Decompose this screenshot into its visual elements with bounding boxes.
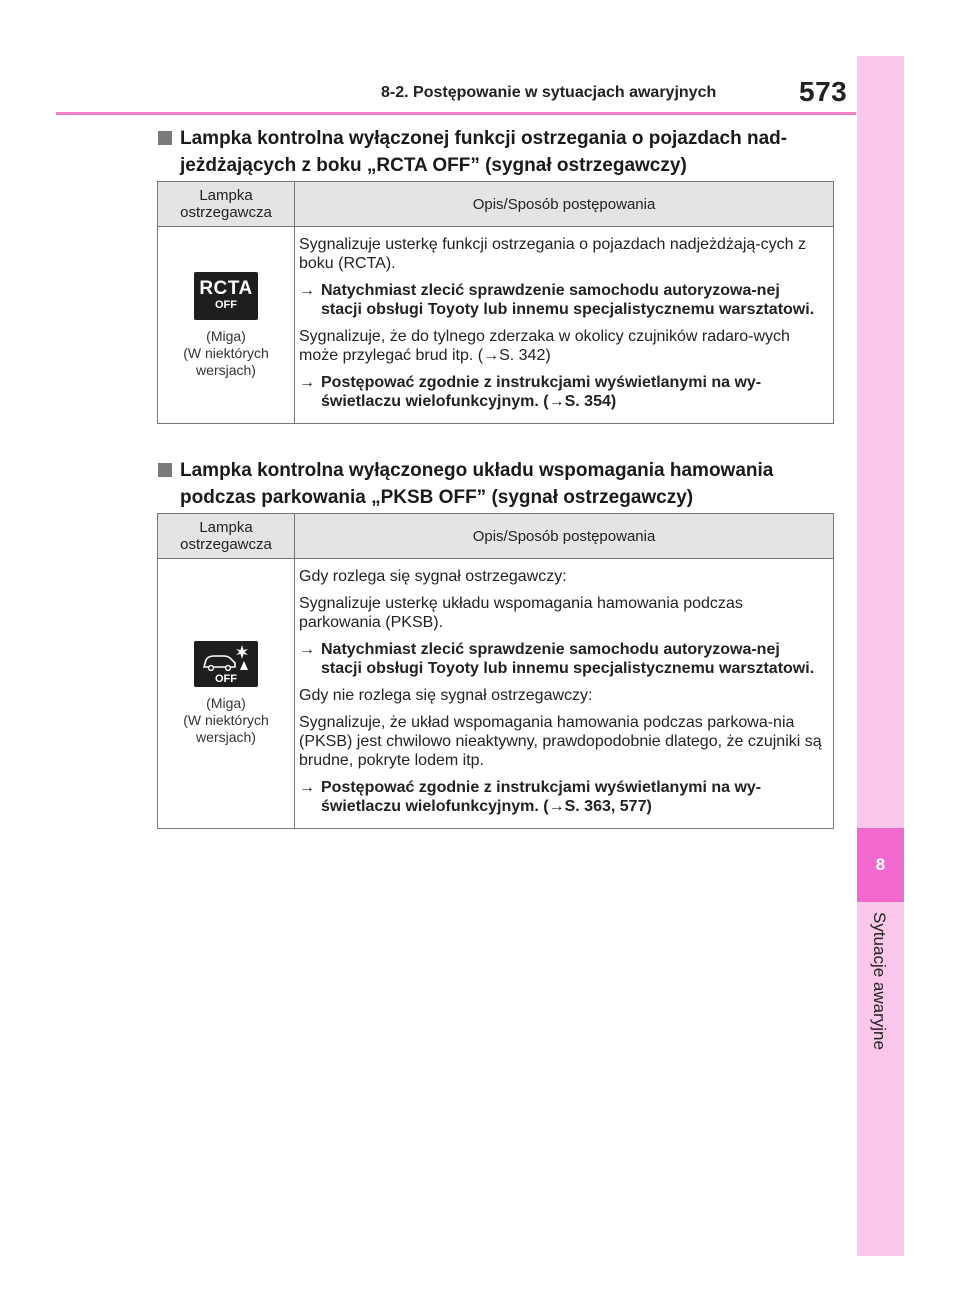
description-text: Sygnalizuje, że układ wspomagania hamowania podczas parkowa-nia (PKSB) jest chwilowo nieaktywny, prawdopodobnie dlatego, że czujniki są brudne, pokryte lodem itp. [299,714,822,769]
section-title-pksb: Lampka kontrolna wyłączonego układu wspomagania hamowania podczas parkowania „PKSB OFF” (sygnał ostrzegawczy) [158,457,834,511]
description-text[interactable]: Sygnalizuje, że do tylnego zderzaka w okolicy czujników radaro-wych może przylegać brud itp. (→S. 342) [299,328,790,364]
description-cell [295,227,834,424]
page-number: 573 [799,76,848,107]
pksb-off-icon: OFF [194,641,258,687]
description-text: Gdy nie rozlega się sygnał ostrzegawczy: [299,687,593,704]
arrow-right-icon: → [299,282,315,299]
arrow-right-icon: → [299,779,315,796]
section-heading: 8-2. Postępowanie w sytuacjach awaryjnych [381,84,717,101]
action-item: → Postępować zgodnie z instrukcjami wyświetlanymi na wy-świetlaczu wielofunkcyjnym. (→S. 354) [299,374,762,410]
action-item: → Natychmiast zlecić sprawdzenie samochodu autoryzowa-nej stacji obsługi Toyoty lub innemu specjalistycznemu warsztatowi. [299,282,815,318]
section-title-rcta: Lampka kontrolna wyłączonej funkcji ostrzegania o pojazdach nad-jeżdżających z boku „RCTA OFF” (sygnał ostrzegawczy) [158,125,834,179]
description-cell [295,559,834,829]
square-bullet-icon [158,131,172,145]
car-sensor-icon [198,643,254,673]
description-text: Sygnalizuje usterkę funkcji ostrzegania o pojazdach nadjeżdżają-cych z boku (RCTA). [299,236,806,272]
table-row [158,227,834,424]
warning-table-pksb [157,513,834,829]
chapter-label: Sytuacje awaryjne [870,912,889,1050]
header-rule [56,112,856,115]
lamp-caption-versions: (W niektórych wersjach) [183,344,269,378]
action-item: → Natychmiast zlecić sprawdzenie samochodu autoryzowa-nej stacji obsługi Toyoty lub innemu specjalistycznemu warsztatowi. [299,641,815,677]
col-header-description: Opis/Sposób postępowania [295,182,834,227]
lamp-cell [158,559,295,829]
lamp-caption-blink: (Miga) [206,327,246,344]
description-text: Sygnalizuje usterkę układu wspomagania hamowania podczas parkowania (PKSB). [299,595,743,631]
lamp-caption-blink: (Miga) [206,695,246,711]
table-row [158,559,834,829]
warning-table-rcta [157,181,834,424]
col-header-lamp: Lampka ostrzegawcza [158,182,295,227]
lamp-cell [158,227,295,424]
rcta-off-icon: RCTA OFF [194,272,258,320]
col-header-description: Opis/Sposób postępowania [295,514,834,559]
lamp-caption-versions: (W niektórych wersjach) [183,712,269,745]
chapter-side-strip [857,56,904,1256]
arrow-right-icon: → [299,641,315,658]
square-bullet-icon [158,463,172,477]
action-item: → Postępować zgodnie z instrukcjami wyświetlanymi na wy-świetlaczu wielofunkcyjnym. (→S. 363, 577) [299,779,762,815]
arrow-right-icon: → [299,374,315,391]
description-text: Gdy rozlega się sygnał ostrzegawczy: [299,568,567,585]
col-header-lamp: Lampka ostrzegawcza [158,514,295,559]
chapter-number-tab[interactable]: 8 [857,828,904,902]
